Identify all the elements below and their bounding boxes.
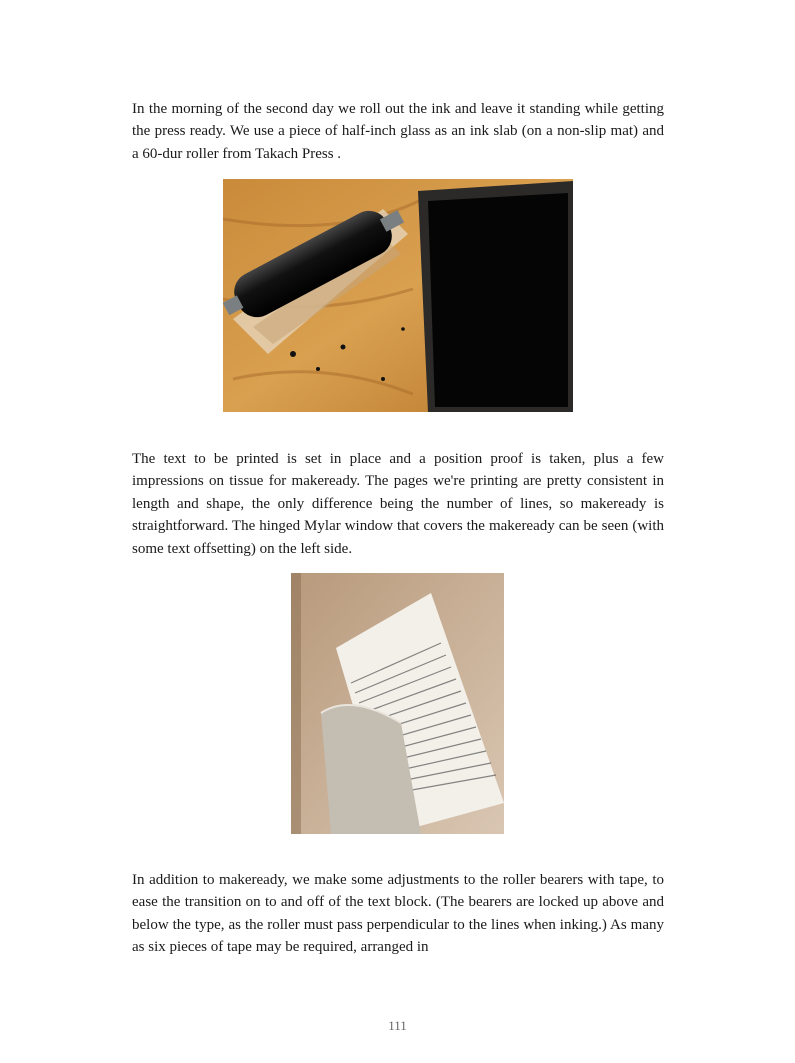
- page-number: 111: [388, 1018, 407, 1033]
- photo-ink-roller-on-glass-slab: [223, 179, 573, 412]
- body-paragraph: The text to be printed is set in place and a position proof is taken, plus a few impressions on tissue for makeready. The pages we're printing are pretty consistent in length and shape, the only difference being the number of lines, so makeready is straightforward. The hinged Mylar window that covers the makeready can be seen (with some text offsetting) on the left side.: [132, 451, 664, 557]
- body-paragraph: In the morning of the second day we roll out the ink and leave it standing while getting the press ready. We use a piece of half-inch glass as an ink slab (on a non-slip mat) and a 60-dur roller from Takach Press .: [132, 101, 664, 162]
- photo-makeready-tissue-proof: [291, 573, 504, 834]
- body-paragraph: In addition to makeready, we make some adjustments to the roller bearers with tape, to ease the transition on to and off of the text block. (The bearers are locked up above and below the type, as the roller must pass perpendicular to the lines when inking.) As many as six pieces of tape may be required, arranged in: [132, 872, 664, 956]
